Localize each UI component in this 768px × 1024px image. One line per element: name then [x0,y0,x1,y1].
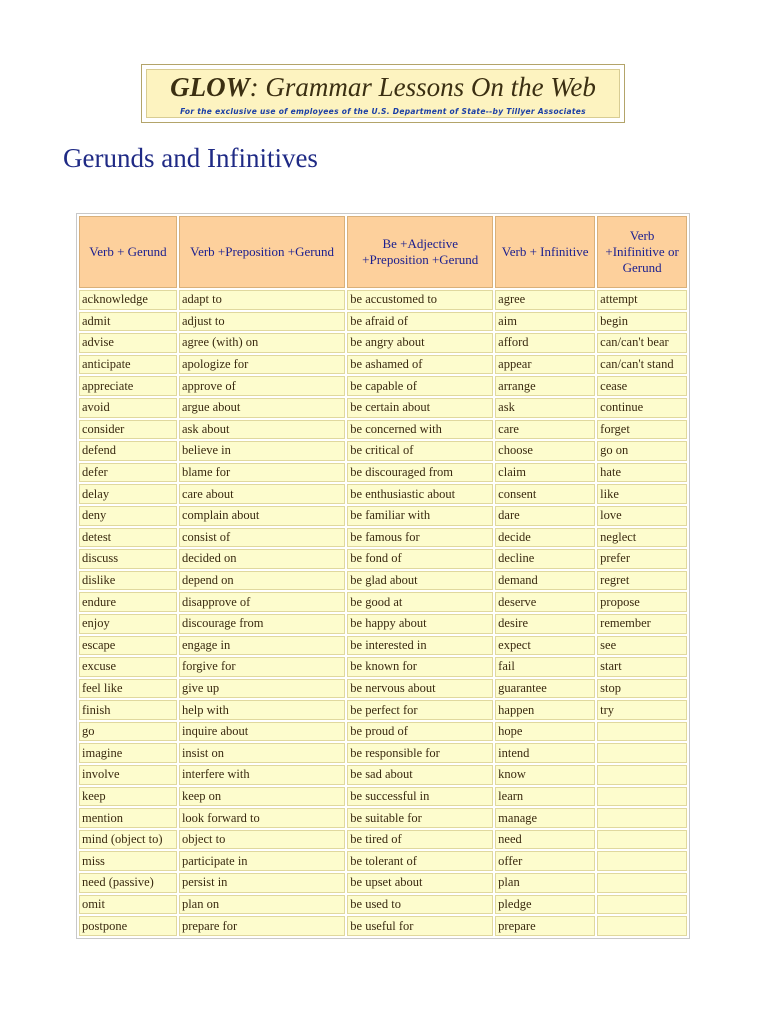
table-cell: happen [495,700,595,720]
gerunds-infinitives-table [76,213,690,939]
table-cell: be suitable for [347,808,493,828]
table-cell: ask [495,398,595,418]
table-row [79,484,687,504]
table-row [79,743,687,763]
table-cell: finish [79,700,177,720]
table-row [79,463,687,483]
table-row [79,420,687,440]
table-cell: decided on [179,549,345,569]
table-cell [597,765,687,785]
table-cell: dislike [79,571,177,591]
table-cell: regret [597,571,687,591]
table-cell: cease [597,376,687,396]
table-cell: be familiar with [347,506,493,526]
table-row [79,873,687,893]
table-cell: be proud of [347,722,493,742]
table-cell: offer [495,851,595,871]
table-cell: acknowledge [79,290,177,310]
table-row [79,636,687,656]
table-cell: prefer [597,549,687,569]
table-cell: discourage from [179,614,345,634]
table-cell: can/can't bear [597,333,687,353]
table-body [79,290,687,936]
table-cell: go [79,722,177,742]
table-row [79,657,687,677]
table-cell: intend [495,743,595,763]
banner-subtitle: For the exclusive use of employees of the U.S. Department of State--by Tillyer Associates [180,107,586,116]
table-row [79,851,687,871]
table-cell: forget [597,420,687,440]
header-verb-gerund: Verb + Gerund [79,216,177,288]
table-cell: endure [79,592,177,612]
table-cell: be famous for [347,528,493,548]
table-cell: stop [597,679,687,699]
table-cell: be capable of [347,376,493,396]
table-row [79,765,687,785]
table-cell: know [495,765,595,785]
table-cell: advise [79,333,177,353]
table-cell: be enthusiastic about [347,484,493,504]
table-row [79,571,687,591]
table-cell: involve [79,765,177,785]
table-cell: detest [79,528,177,548]
table-cell: dare [495,506,595,526]
table-cell [597,873,687,893]
table-cell: mention [79,808,177,828]
table-cell: see [597,636,687,656]
table-row [79,808,687,828]
table-row [79,830,687,850]
table-cell: help with [179,700,345,720]
table-cell: consent [495,484,595,504]
table-cell: be sad about [347,765,493,785]
table-row [79,333,687,353]
table-cell: be perfect for [347,700,493,720]
table-cell [597,808,687,828]
table-cell: plan on [179,895,345,915]
table-row [79,398,687,418]
table-cell: continue [597,398,687,418]
table-cell: keep on [179,787,345,807]
table-cell: give up [179,679,345,699]
table-cell: demand [495,571,595,591]
table-cell: decline [495,549,595,569]
table-cell: mind (object to) [79,830,177,850]
table-cell: imagine [79,743,177,763]
table-header-row [79,216,687,288]
table-cell: discuss [79,549,177,569]
table-cell: be good at [347,592,493,612]
page-title: Gerunds and Infinitives [63,143,318,173]
banner-title [147,72,619,102]
table-cell: be nervous about [347,679,493,699]
table-cell: complain about [179,506,345,526]
table-cell: interfere with [179,765,345,785]
table-cell: be used to [347,895,493,915]
table-cell: be known for [347,657,493,677]
table-cell: anticipate [79,355,177,375]
table-cell: decide [495,528,595,548]
table-row [79,895,687,915]
table-cell: escape [79,636,177,656]
table-cell: consider [79,420,177,440]
table-cell [597,743,687,763]
table-cell: delay [79,484,177,504]
table-cell: deny [79,506,177,526]
table-cell: be successful in [347,787,493,807]
table-cell: be tired of [347,830,493,850]
table-cell: expect [495,636,595,656]
table-cell: manage [495,808,595,828]
header-be-adjective-preposition-gerund: Be +Adjective +Preposition +Gerund [347,216,493,288]
table-cell: be ashamed of [347,355,493,375]
table-cell: pledge [495,895,595,915]
table-cell: hate [597,463,687,483]
table-cell: be responsible for [347,743,493,763]
table-cell: neglect [597,528,687,548]
table-row [79,506,687,526]
table-cell: start [597,657,687,677]
table-cell: insist on [179,743,345,763]
table-cell: omit [79,895,177,915]
table-cell [597,787,687,807]
table-cell: be fond of [347,549,493,569]
table-cell: approve of [179,376,345,396]
table-cell: depend on [179,571,345,591]
table-row [79,312,687,332]
table-cell: defer [79,463,177,483]
table-cell: love [597,506,687,526]
table-cell: be useful for [347,916,493,936]
table-cell: arrange [495,376,595,396]
table-cell: be angry about [347,333,493,353]
table-cell: appreciate [79,376,177,396]
table-cell: ask about [179,420,345,440]
table-cell: argue about [179,398,345,418]
table-cell: agree [495,290,595,310]
table-cell: miss [79,851,177,871]
table-cell: be interested in [347,636,493,656]
table-cell: propose [597,592,687,612]
header-verb-preposition-gerund: Verb +Preposition +Gerund [179,216,345,288]
table-cell: keep [79,787,177,807]
banner-title-rest: : Grammar Lessons On the Web [249,72,596,102]
banner-title-glow: GLOW [170,72,250,102]
table-cell [597,895,687,915]
table-cell: need (passive) [79,873,177,893]
table-cell: apologize for [179,355,345,375]
table-cell: defend [79,441,177,461]
table-cell: aim [495,312,595,332]
table-row [79,355,687,375]
table-cell: learn [495,787,595,807]
table-cell: remember [597,614,687,634]
table-cell: look forward to [179,808,345,828]
table-cell: claim [495,463,595,483]
table-cell: participate in [179,851,345,871]
table-row [79,290,687,310]
table-cell: be glad about [347,571,493,591]
table-cell [597,916,687,936]
table-cell: can/can't stand [597,355,687,375]
table-cell: begin [597,312,687,332]
table-row [79,376,687,396]
table-cell: enjoy [79,614,177,634]
table-cell: disapprove of [179,592,345,612]
table-row [79,441,687,461]
table-cell: avoid [79,398,177,418]
table-cell: forgive for [179,657,345,677]
table-cell: postpone [79,916,177,936]
table-cell [597,722,687,742]
table-cell: attempt [597,290,687,310]
table-cell [597,830,687,850]
table-cell: need [495,830,595,850]
table-cell: appear [495,355,595,375]
table-cell: inquire about [179,722,345,742]
table-cell: adapt to [179,290,345,310]
table-cell: persist in [179,873,345,893]
table-cell: plan [495,873,595,893]
table-cell: like [597,484,687,504]
table-cell: be certain about [347,398,493,418]
table-cell: try [597,700,687,720]
table-cell: be happy about [347,614,493,634]
table-cell: care about [179,484,345,504]
table-cell: be upset about [347,873,493,893]
table-cell: hope [495,722,595,742]
table-row [79,916,687,936]
table-cell: choose [495,441,595,461]
table-row [79,549,687,569]
table-row [79,787,687,807]
table-cell: deserve [495,592,595,612]
table-cell: care [495,420,595,440]
table-cell: be accustomed to [347,290,493,310]
table-cell: guarantee [495,679,595,699]
table-row [79,722,687,742]
table-cell: excuse [79,657,177,677]
glow-banner [141,64,625,123]
table-cell: feel like [79,679,177,699]
banner-panel [146,69,620,118]
table-cell: go on [597,441,687,461]
table-cell: afford [495,333,595,353]
table-cell: be concerned with [347,420,493,440]
table-cell: engage in [179,636,345,656]
table-row [79,700,687,720]
table-cell: believe in [179,441,345,461]
table-row [79,679,687,699]
table-cell: blame for [179,463,345,483]
table-cell [597,851,687,871]
table-cell: be critical of [347,441,493,461]
table-cell: be afraid of [347,312,493,332]
header-verb-infinitive-or-gerund: Verb +Inifinitive or Gerund [597,216,687,288]
table-cell: object to [179,830,345,850]
table-cell: adjust to [179,312,345,332]
table-cell: fail [495,657,595,677]
table-row [79,528,687,548]
table-cell: prepare [495,916,595,936]
table-cell: admit [79,312,177,332]
table-cell: consist of [179,528,345,548]
header-verb-infinitive: Verb + Infinitive [495,216,595,288]
table-cell: desire [495,614,595,634]
table-cell: agree (with) on [179,333,345,353]
table-cell: be discouraged from [347,463,493,483]
table-cell: prepare for [179,916,345,936]
table-row [79,614,687,634]
table-cell: be tolerant of [347,851,493,871]
table-row [79,592,687,612]
